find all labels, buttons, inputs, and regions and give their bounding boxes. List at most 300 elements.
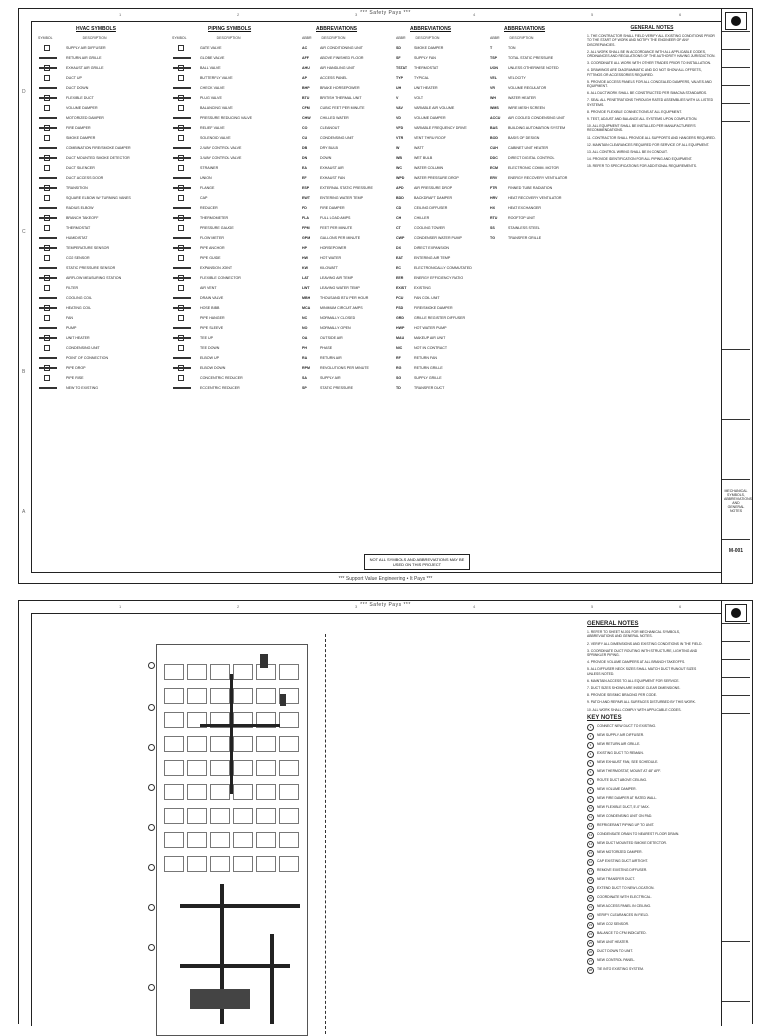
hvac-symbol-row — [38, 263, 168, 273]
abbreviation-code: AC — [302, 46, 308, 50]
piping-symbol-row — [172, 243, 302, 253]
general-note: 9. TEST, ADJUST AND BALANCE ALL SYSTEMS UPON COMPLETION. — [587, 117, 698, 122]
abbreviation-description: ENERGY RECOVERY VENTILATOR — [508, 176, 568, 180]
piping-symbol-symbol-icon — [172, 45, 192, 51]
abbreviation-row — [302, 263, 394, 273]
plan-room — [187, 664, 207, 680]
abbreviation-row — [396, 203, 488, 213]
grid-bubble — [148, 704, 155, 711]
piping-symbol-label: PIPE HANGER — [200, 316, 225, 320]
abbreviation-row — [396, 353, 488, 363]
abbreviation-row — [302, 63, 394, 73]
piping-symbol-symbol-icon — [172, 245, 192, 251]
abbreviation-code: LWT — [302, 286, 310, 290]
general-note: 7. DUCT SIZES SHOWN ARE INSIDE CLEAR DIMENSIONS. — [587, 686, 681, 691]
abbreviation-description: AIR CONDITIONING UNIT — [320, 46, 363, 50]
piping-symbol-label: CHECK VALVE — [200, 86, 225, 90]
general-note: 10. ALL WORK SHALL COMPLY WITH APPLICABLE CODES. — [587, 707, 682, 712]
abbreviation-description: WET BULB — [414, 156, 433, 160]
key-note-text: NEW DUCT MOUNTED SMOKE DETECTOR. — [597, 841, 667, 846]
abbreviation-description: ENTERING WATER TEMP — [320, 196, 364, 200]
abbreviation-code: CT — [396, 226, 401, 230]
abbreviation-description: HEAT EXCHANGER — [508, 206, 542, 210]
abbreviation-row — [396, 123, 488, 133]
key-note — [587, 724, 707, 731]
abbreviation-row — [302, 113, 394, 123]
abbreviation-code: ESP — [302, 186, 310, 190]
sub-header-description: DESCRIPTION — [321, 36, 346, 40]
piping-symbol-row — [172, 363, 302, 373]
key-note-number: 7 — [587, 778, 594, 785]
abbreviation-code: RTU — [490, 216, 498, 220]
abbreviation-row — [302, 213, 394, 223]
piping-symbol-symbol-icon — [172, 235, 192, 241]
piping-symbol-label: FLOW METER — [200, 236, 224, 240]
hvac-symbol-label: RADIUS ELBOW — [66, 206, 94, 210]
piping-symbol-label: PIPE ANCHOR — [200, 246, 225, 250]
plan-room — [187, 760, 207, 776]
abbreviation-description: CONDENSER WATER PUMP — [414, 236, 462, 240]
plan-room — [233, 736, 253, 752]
abbreviation-description: HEAT RECOVERY VENTILATOR — [508, 196, 562, 200]
piping-symbol-row — [172, 123, 302, 133]
abbreviation-description: DIRECT EXPANSION — [414, 246, 450, 250]
piping-symbol-row — [172, 93, 302, 103]
piping-symbol-row — [172, 103, 302, 113]
key-note-text: REMOVE EXISTING DIFFUSER. — [597, 868, 648, 873]
abbreviation-description: THERMOSTAT — [414, 66, 439, 70]
hvac-symbol-row — [38, 353, 168, 363]
abbreviation-code: GPM — [302, 236, 311, 240]
key-note — [587, 940, 707, 947]
hvac-symbol-row — [38, 113, 168, 123]
abbreviation-code: FTR — [490, 186, 497, 190]
grid-number: 5 — [591, 604, 594, 609]
key-note-number: 13 — [588, 833, 593, 838]
abbreviation-description: SMOKE DAMPER — [414, 46, 444, 50]
grid-bubble — [148, 864, 155, 871]
safety-banner-top: *** Safety Pays *** — [360, 602, 411, 608]
plan-room — [210, 832, 230, 848]
abbreviation-description: STATIC PRESSURE — [320, 386, 354, 390]
key-notes-list — [587, 724, 707, 974]
hvac-symbol-row — [38, 283, 168, 293]
piping-symbol-symbol-icon — [172, 115, 192, 121]
abbreviation-row — [490, 203, 582, 213]
abbreviation-code: SA — [302, 376, 307, 380]
plan-room — [164, 784, 184, 800]
abbreviation-description: AIR HANDLING UNIT — [320, 66, 355, 70]
abbreviation-row — [396, 193, 488, 203]
hvac-symbol-symbol-icon — [38, 325, 58, 331]
grid-bubble — [148, 824, 155, 831]
key-note-number: 1 — [587, 724, 594, 731]
abbreviation-row — [302, 283, 394, 293]
piping-symbol-row — [172, 273, 302, 283]
abbreviation-code: EC — [396, 266, 401, 270]
abbreviations-column-3 — [490, 26, 582, 243]
grid-bubble — [148, 662, 155, 669]
piping-symbol-row — [172, 173, 302, 183]
piping-symbol-symbol-icon — [172, 225, 192, 231]
hvac-symbol-label: EXHAUST AIR GRILLE — [66, 66, 104, 70]
piping-symbol-symbol-icon — [172, 55, 192, 61]
key-note — [587, 958, 707, 965]
hvac-symbol-label: DUCT SILENCER — [66, 166, 95, 170]
hvac-symbol-symbol-icon — [38, 385, 58, 391]
piping-symbol-symbol-icon — [172, 195, 192, 201]
hvac-symbol-row — [38, 213, 168, 223]
abbreviation-code: T — [490, 46, 493, 50]
abbreviation-description: RETURN GRILLE — [414, 366, 443, 370]
abbreviation-description: BACKDRAFT DAMPER — [414, 196, 453, 200]
hvac-symbol-row — [38, 223, 168, 233]
abbreviation-code: HW — [302, 256, 308, 260]
duct-run — [180, 904, 300, 908]
key-note-number: 26 — [588, 950, 593, 955]
hvac-symbol-symbol-icon — [38, 65, 58, 71]
abbreviation-code: WPD — [396, 176, 405, 180]
plan-room — [256, 808, 276, 824]
hvac-symbol-label: DUCT DOWN — [66, 86, 89, 90]
key-note — [587, 787, 707, 794]
plan-room — [256, 688, 276, 704]
piping-symbol-list — [172, 43, 302, 393]
piping-symbol-symbol-icon — [172, 295, 192, 301]
abbreviation-row — [396, 263, 488, 273]
plan-room — [233, 856, 253, 872]
abbreviation-description: OUTSIDE AIR — [320, 336, 343, 340]
hvac-symbol-label: COOLING COIL — [66, 296, 92, 300]
abbreviation-code: AP — [302, 76, 307, 80]
abbreviation-code: VAV — [396, 106, 403, 110]
abbreviation-row — [396, 143, 488, 153]
key-note — [587, 760, 707, 767]
abbreviation-row — [302, 53, 394, 63]
abbreviation-code: WH — [490, 96, 496, 100]
key-note — [587, 742, 707, 749]
piping-symbol-row — [172, 263, 302, 273]
abbreviation-description: HOT WATER PUMP — [414, 326, 447, 330]
piping-symbol-label: PIPE GUIDE — [200, 256, 221, 260]
piping-symbol-row — [172, 143, 302, 153]
hvac-symbol-symbol-icon — [38, 95, 58, 101]
hvac-symbol-label: POINT OF CONNECTION — [66, 356, 109, 360]
piping-symbol-symbol-icon — [172, 95, 192, 101]
plan-room — [210, 808, 230, 824]
abbreviation-row — [396, 173, 488, 183]
piping-symbol-row — [172, 53, 302, 63]
piping-symbol-row — [172, 293, 302, 303]
hvac-symbol-row — [38, 383, 168, 393]
sub-header-description: DESCRIPTION — [415, 36, 440, 40]
abbreviation-code: MCA — [302, 306, 311, 310]
abbreviation-description: REVOLUTIONS PER MINUTE — [320, 366, 369, 370]
abbreviation-code: DB — [302, 146, 308, 150]
abbreviation-row — [490, 223, 582, 233]
abbreviation-row — [396, 73, 488, 83]
key-note-text: BALANCE TO CFM INDICATED. — [597, 931, 647, 936]
key-note-text: CONDENSATE DRAIN TO NEAREST FLOOR DRAIN. — [597, 832, 680, 837]
hvac-symbol-label: BRANCH TAKEOFF — [66, 216, 99, 220]
abbreviation-code: SS — [490, 226, 495, 230]
abbreviation-row — [302, 253, 394, 263]
key-note-text: NEW FIRE DAMPER AT RATED WALL. — [597, 796, 657, 801]
abbreviation-code: VEL — [490, 76, 497, 80]
piping-symbol-label: GATE VALVE — [200, 46, 222, 50]
piping-symbol-symbol-icon — [172, 155, 192, 161]
hvac-symbol-label: FIRE DAMPER — [66, 126, 91, 130]
abbreviation-row — [302, 273, 394, 283]
plan-room — [256, 760, 276, 776]
abbreviation-description: ACCESS PANEL — [320, 76, 348, 80]
general-note: 4. PROVIDE VOLUME DAMPERS AT ALL BRANCH TAKEOFFS. — [587, 660, 686, 665]
key-note-text: NEW THERMOSTAT, MOUNT AT 48" AFF. — [597, 769, 661, 774]
general-notes-list — [587, 34, 717, 168]
abbreviation-code: ERV — [490, 176, 498, 180]
abbreviation-row — [490, 233, 582, 243]
key-note-number: 25 — [588, 941, 593, 946]
abbreviation-row — [490, 163, 582, 173]
drawing-sheet-1 — [18, 8, 753, 584]
piping-symbol-label: BALL VALVE — [200, 66, 221, 70]
abbreviation-row — [490, 183, 582, 193]
hvac-symbol-symbol-icon — [38, 265, 58, 271]
duct-run — [230, 674, 233, 794]
abbreviation-description: TRANSFER GRILLE — [508, 236, 542, 240]
hvac-symbol-symbol-icon — [38, 335, 58, 341]
key-note-number: 6 — [587, 769, 594, 776]
abbreviation-description: LEAVING AIR TEMP — [320, 276, 354, 280]
abbreviation-description: THOUSAND BTU PER HOUR — [320, 296, 369, 300]
piping-symbol-row — [172, 203, 302, 213]
mechanical-floor-plan — [120, 634, 330, 1034]
piping-symbol-row — [172, 323, 302, 333]
abbreviation-code: SF — [396, 56, 401, 60]
abbreviation-code: CH — [396, 216, 402, 220]
plan-room — [279, 856, 299, 872]
abbreviation-code: FD — [302, 206, 307, 210]
grid-bubble — [148, 744, 155, 751]
key-note-number: 8 — [587, 787, 594, 794]
drawing-sheet-2 — [18, 600, 753, 1024]
hvac-symbol-symbol-icon — [38, 245, 58, 251]
key-note-number: 10 — [588, 806, 593, 811]
key-note-number: 4 — [587, 751, 594, 758]
abbreviation-row — [396, 303, 488, 313]
abbreviation-row — [302, 383, 394, 393]
grid-number: 6 — [679, 12, 682, 17]
abbreviation-code: TSP — [490, 56, 497, 60]
abbreviation-row — [396, 343, 488, 353]
abbreviation-description: ROOFTOP UNIT — [508, 216, 536, 220]
key-note — [587, 913, 707, 920]
hvac-symbol-row — [38, 143, 168, 153]
piping-symbol-symbol-icon — [172, 365, 192, 371]
abbreviation-description: COOLING TOWER — [414, 226, 445, 230]
piping-symbol-label: SOLENOID VALVE — [200, 136, 231, 140]
hvac-symbol-row — [38, 123, 168, 133]
title-block-sheet-2 — [721, 601, 750, 1024]
key-note — [587, 832, 707, 839]
hvac-symbol-symbol-icon — [38, 175, 58, 181]
hvac-symbol-label: TRANSITION — [66, 186, 88, 190]
abbreviation-description: ELECTRONIC COMM. MOTOR — [508, 166, 559, 170]
abbreviation-description: DOWN — [320, 156, 332, 160]
abbreviation-row — [396, 43, 488, 53]
hvac-symbol-label: SMOKE DAMPER — [66, 136, 96, 140]
grid-number: 3 — [355, 12, 358, 17]
hvac-symbol-row — [38, 183, 168, 193]
abbreviation-code: HX — [490, 206, 495, 210]
abbreviation-code: TG — [490, 236, 495, 240]
hvac-symbol-row — [38, 273, 168, 283]
hvac-sub-header — [38, 36, 168, 40]
abbreviation-description: GALLONS PER MINUTE — [320, 236, 361, 240]
general-notes-title: GENERAL NOTES — [630, 25, 674, 31]
abbreviation-code: MAU — [396, 336, 405, 340]
piping-symbol-row — [172, 343, 302, 353]
abbreviation-row — [302, 153, 394, 163]
abbreviation-description: FULL LOAD AMPS — [320, 216, 351, 220]
piping-symbol-symbol-icon — [172, 125, 192, 131]
abbreviation-description: SUPPLY FAN — [414, 56, 436, 60]
piping-symbol-symbol-icon — [172, 205, 192, 211]
piping-symbol-label: EXPANSION JOINT — [200, 266, 233, 270]
abbreviation-code: PH — [302, 346, 307, 350]
plan-room — [164, 760, 184, 776]
abbreviation-description: NOT IN CONTRACT — [414, 346, 448, 350]
abbreviation-description: SUPPLY AIR — [320, 376, 341, 380]
abbreviation-row — [396, 153, 488, 163]
piping-symbol-symbol-icon — [172, 105, 192, 111]
abbreviation-description: NORMALLY OPEN — [320, 326, 351, 330]
key-note-text: CAP EXISTING DUCT AIRTIGHT. — [597, 859, 649, 864]
sub-header-abbr: ABBR — [396, 36, 406, 40]
key-note — [587, 877, 707, 884]
abbreviation-code: BHP — [302, 86, 310, 90]
hvac-symbol-row — [38, 63, 168, 73]
abbreviation-description: EXHAUST FAN — [320, 176, 345, 180]
abbreviation-description: WATER HEATER — [508, 96, 536, 100]
firm-logo-icon — [725, 12, 747, 30]
key-note-text: NEW EXHAUST FAN, SEE SCHEDULE. — [597, 760, 659, 765]
plan-room — [279, 712, 299, 728]
abbreviation-description: BRAKE HORSEPOWER — [320, 86, 360, 90]
abbreviation-description: PHASE — [320, 346, 333, 350]
key-note-number: 9 — [587, 796, 594, 803]
abbreviation-row — [302, 233, 394, 243]
piping-symbol-symbol-icon — [172, 355, 192, 361]
grid-bubble — [148, 984, 155, 991]
key-note-text: NEW ACCESS PANEL IN CEILING. — [597, 904, 652, 909]
abbreviation-code: SG — [396, 376, 402, 380]
key-note-number: 20 — [588, 896, 593, 901]
plan-room — [256, 784, 276, 800]
abbreviation-code: HWP — [396, 326, 405, 330]
abbreviation-row — [490, 123, 582, 133]
general-note: 13. ALL CONTROL WIRING SHALL BE IN CONDUIT. — [587, 150, 668, 155]
abbreviation-row — [396, 243, 488, 253]
abbreviation-code: VFD — [396, 126, 404, 130]
key-note — [587, 886, 707, 893]
key-note-text: NEW CONDENSING UNIT ON PAD. — [597, 814, 653, 819]
grid-number: 2 — [237, 604, 240, 609]
abbreviation-description: RETURN AIR — [320, 356, 342, 360]
key-note — [587, 796, 707, 803]
abbreviation-description: WIRE MESH SCREEN — [508, 106, 545, 110]
abbreviation-code: FCU — [396, 296, 404, 300]
piping-symbol-symbol-icon — [172, 375, 192, 381]
abbreviation-code: FPM — [302, 226, 310, 230]
key-note — [587, 931, 707, 938]
key-note — [587, 823, 707, 830]
hvac-symbol-label: HEATING COIL — [66, 306, 92, 310]
grid-letter: B — [22, 369, 26, 375]
piping-symbol-symbol-icon — [172, 385, 192, 391]
plan-room — [164, 664, 184, 680]
hvac-symbol-row — [38, 133, 168, 143]
key-note-number: 5 — [587, 760, 594, 767]
general-note: 15. REFER TO SPECIFICATIONS FOR ADDITIONAL REQUIREMENTS. — [587, 164, 697, 169]
hvac-symbol-label: SQUARE ELBOW W/ TURNING VANES — [66, 196, 131, 200]
abbreviation-description: FAN COIL UNIT — [414, 296, 440, 300]
plan-room — [233, 832, 253, 848]
key-note-text: REFRIGERANT PIPING UP TO UNIT. — [597, 823, 655, 828]
abbreviation-code: RF — [396, 356, 401, 360]
hvac-symbol-symbol-icon — [38, 285, 58, 291]
plan-room — [187, 856, 207, 872]
abbreviation-description: MINIMUM CIRCUIT AMPS — [320, 306, 363, 310]
abbreviation-description: AIR PRESSURE DROP — [414, 186, 453, 190]
safety-banner-top: *** Safety Pays *** — [360, 10, 411, 16]
sub-header-description: DESCRIPTION — [216, 36, 241, 40]
abbreviation-code: EER — [396, 276, 404, 280]
general-note: 9. PATCH AND REPAIR ALL SURFACES DISTURBED BY THIS WORK. — [587, 700, 696, 705]
abbreviation-code: LAT — [302, 276, 309, 280]
hvac-symbol-symbol-icon — [38, 55, 58, 61]
hvac-symbol-symbol-icon — [38, 345, 58, 351]
abbreviation-code: CO — [302, 126, 308, 130]
grid-number: 4 — [473, 604, 476, 609]
mechanical-equipment — [260, 654, 268, 668]
abbreviation-code: APD — [396, 186, 404, 190]
abbreviation-code: CFM — [302, 106, 310, 110]
abbreviation-row — [396, 63, 488, 73]
piping-symbol-label: TEE UP — [200, 336, 213, 340]
hvac-symbol-row — [38, 333, 168, 343]
hvac-symbol-symbol-icon — [38, 365, 58, 371]
hvac-symbol-label: VOLUME DAMPER — [66, 106, 98, 110]
abbreviation-description: VOLUME DAMPER — [414, 116, 446, 120]
abbreviation-description: TON — [508, 46, 516, 50]
hvac-symbol-symbol-icon — [38, 145, 58, 151]
key-note-number: 12 — [588, 824, 593, 829]
sub-header-abbr: ABBR — [490, 36, 500, 40]
abbreviation-code: GRD — [396, 316, 404, 320]
piping-symbol-label: FLANGE — [200, 186, 215, 190]
abbreviation-code: NC — [302, 316, 308, 320]
hvac-symbol-symbol-icon — [38, 375, 58, 381]
abbreviation-row — [490, 153, 582, 163]
hvac-symbol-row — [38, 323, 168, 333]
piping-symbol-row — [172, 153, 302, 163]
title-block-sheet-1 — [721, 9, 750, 583]
key-note-number: 17 — [588, 869, 593, 874]
abbreviation-code: EF — [302, 176, 307, 180]
plan-room — [210, 856, 230, 872]
hvac-symbol-symbol-icon — [38, 295, 58, 301]
